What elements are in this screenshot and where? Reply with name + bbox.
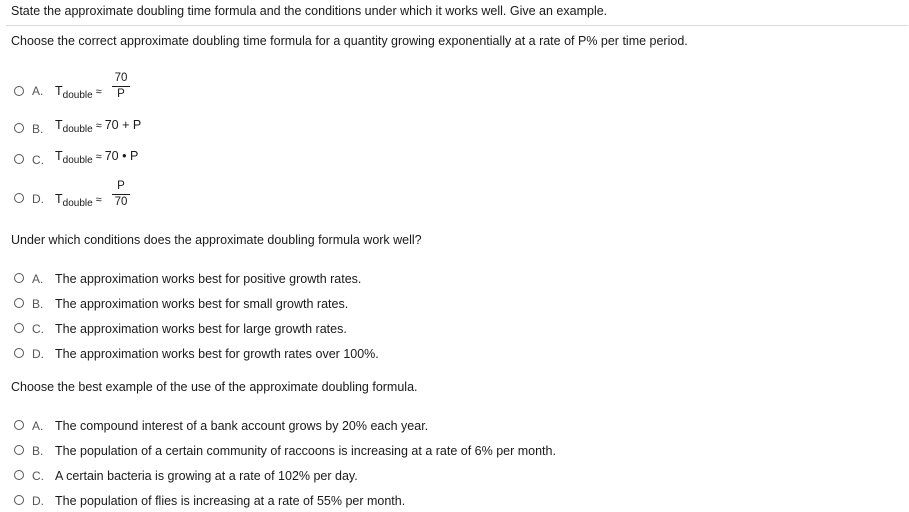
question-title: State the approximate doubling time formula and the conditions under which it works well. Give an example.: [11, 4, 608, 18]
part1-fraction-a: [112, 72, 130, 101]
part3-radio-b[interactable]: [14, 445, 24, 455]
part2-option-c[interactable]: The approximation works best for large growth rates.: [55, 322, 347, 336]
part3-option-d[interactable]: The population of flies is increasing at a rate of 55% per month.: [55, 494, 406, 508]
part3-option-a[interactable]: The compound interest of a bank account grows by 20% each year.: [55, 419, 429, 433]
part3-letter-c: C.: [32, 469, 44, 483]
fraction-denominator: 70: [114, 196, 128, 208]
formula-subscript: double: [62, 124, 93, 135]
part3-radio-a[interactable]: [14, 420, 24, 430]
part2-option-a[interactable]: The approximation works best for positive growth rates.: [55, 272, 362, 286]
part1-letter-b: B.: [32, 122, 44, 136]
part1-letter-d: D.: [32, 192, 44, 206]
part3-radio-d[interactable]: [14, 495, 24, 505]
formula-t: T: [55, 192, 63, 206]
part3-option-c[interactable]: A certain bacteria is growing at a rate of 102% per day.: [55, 469, 358, 483]
formula-t: T: [55, 84, 63, 98]
part3-letter-d: D.: [32, 494, 44, 508]
part3-option-b[interactable]: The population of a certain community of raccoons is increasing at a rate of 6% per month.: [55, 444, 556, 458]
formula-expression: 70 • P: [104, 149, 139, 163]
part2-letter-d: D.: [32, 347, 44, 361]
part1-radio-b[interactable]: [14, 123, 24, 133]
part1-option-c[interactable]: [55, 149, 139, 166]
divider: [6, 25, 908, 26]
part1-letter-a: A.: [32, 84, 44, 98]
part1-fraction-d: [112, 180, 130, 209]
approx-symbol: ≈: [95, 120, 102, 132]
approx-symbol: ≈: [95, 194, 102, 206]
part2-letter-b: B.: [32, 297, 44, 311]
part1-letter-c: C.: [32, 153, 44, 167]
part2-option-b[interactable]: The approximation works best for small growth rates.: [55, 297, 349, 311]
part1-option-d[interactable]: [55, 192, 105, 209]
approx-symbol: ≈: [95, 86, 102, 98]
part3-letter-a: A.: [32, 419, 44, 433]
fraction-bar: [112, 86, 130, 87]
part2-option-d[interactable]: The approximation works best for growth rates over 100%.: [55, 347, 379, 361]
fraction-numerator: P: [117, 180, 125, 192]
part2-letter-a: A.: [32, 272, 44, 286]
formula-subscript: double: [62, 90, 93, 101]
part1-radio-c[interactable]: [14, 154, 24, 164]
formula-subscript: double: [62, 155, 93, 166]
part1-prompt: Choose the correct approximate doubling time formula for a quantity growing exponentially at a rate of P% per time period.: [11, 34, 688, 48]
formula-t: T: [55, 149, 63, 163]
fraction-numerator: 70: [114, 72, 128, 84]
part3-radio-c[interactable]: [14, 470, 24, 480]
part3-prompt: Choose the best example of the use of the approximate doubling formula.: [11, 380, 418, 394]
part1-radio-d[interactable]: [14, 193, 24, 203]
part2-radio-d[interactable]: [14, 348, 24, 358]
part1-option-b[interactable]: [55, 118, 142, 135]
part2-letter-c: C.: [32, 322, 44, 336]
part2-radio-a[interactable]: [14, 273, 24, 283]
fraction-bar: [112, 194, 130, 195]
fraction-denominator: P: [117, 88, 125, 100]
part2-prompt: Under which conditions does the approximate doubling formula work well?: [11, 233, 422, 247]
formula-subscript: double: [62, 198, 93, 209]
part1-radio-a[interactable]: [14, 86, 24, 96]
part2-radio-b[interactable]: [14, 298, 24, 308]
formula-expression: 70 + P: [104, 118, 142, 132]
part1-option-a[interactable]: [55, 84, 105, 101]
formula-t: T: [55, 118, 63, 132]
part2-radio-c[interactable]: [14, 323, 24, 333]
part3-letter-b: B.: [32, 444, 44, 458]
approx-symbol: ≈: [95, 151, 102, 163]
